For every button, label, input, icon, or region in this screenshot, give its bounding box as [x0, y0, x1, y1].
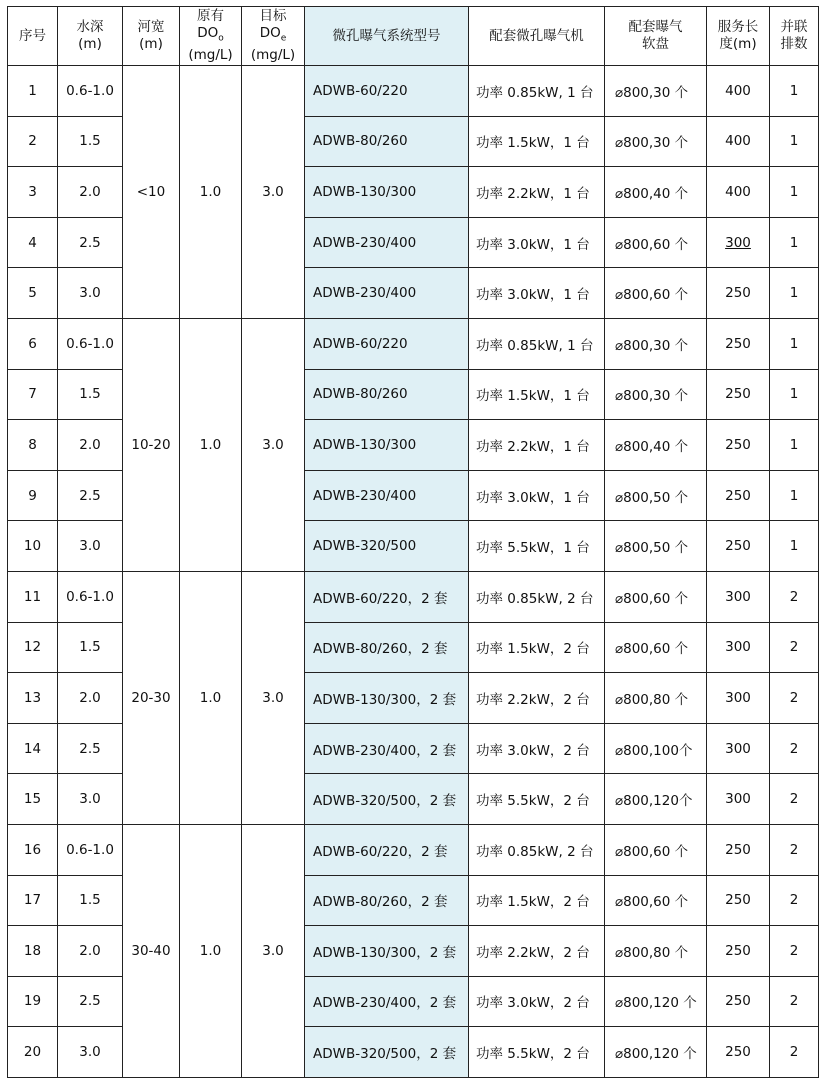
cell-parallel: 1 [770, 470, 819, 521]
cell-index: 13 [8, 673, 58, 724]
cell-depth: 3.0 [58, 268, 123, 319]
cell-index: 5 [8, 268, 58, 319]
cell-disc: ⌀800,120 个 [605, 976, 707, 1027]
cell-parallel: 1 [770, 318, 819, 369]
cell-disc: ⌀800,30 个 [605, 66, 707, 117]
cell-river-width: 30-40 [123, 824, 180, 1077]
cell-blower: 功率 5.5kW，1 台 [469, 521, 605, 572]
cell-depth: 2.5 [58, 217, 123, 268]
cell-length: 250 [707, 976, 770, 1027]
cell-index: 1 [8, 66, 58, 117]
cell-index: 8 [8, 420, 58, 471]
cell-index: 10 [8, 521, 58, 572]
cell-model: ADWB-320/500 [305, 521, 469, 572]
cell-disc: ⌀800,60 个 [605, 875, 707, 926]
cell-depth: 0.6-1.0 [58, 318, 123, 369]
cell-parallel: 1 [770, 268, 819, 319]
cell-parallel: 1 [770, 66, 819, 117]
cell-depth: 2.0 [58, 420, 123, 471]
cell-parallel: 1 [770, 217, 819, 268]
cell-length: 300 [707, 774, 770, 825]
cell-model: ADWB-320/500，2 套 [305, 774, 469, 825]
cell-length: 400 [707, 66, 770, 117]
cell-index: 20 [8, 1027, 58, 1078]
cell-disc: ⌀800,40 个 [605, 420, 707, 471]
cell-model: ADWB-60/220 [305, 318, 469, 369]
cell-disc: ⌀800,60 个 [605, 268, 707, 319]
cell-model: ADWB-230/400，2 套 [305, 976, 469, 1027]
cell-blower: 功率 3.0kW，1 台 [469, 217, 605, 268]
cell-disc: ⌀800,100个 [605, 723, 707, 774]
cell-disc: ⌀800,30 个 [605, 116, 707, 167]
cell-depth: 3.0 [58, 774, 123, 825]
cell-depth: 3.0 [58, 521, 123, 572]
cell-parallel: 2 [770, 673, 819, 724]
cell-model: ADWB-130/300，2 套 [305, 926, 469, 977]
cell-length: 250 [707, 521, 770, 572]
cell-blower: 功率 1.5kW，1 台 [469, 369, 605, 420]
cell-disc: ⌀800,60 个 [605, 571, 707, 622]
header-model: 微孔曝气系统型号 [305, 7, 469, 66]
cell-model: ADWB-60/220，2 套 [305, 571, 469, 622]
cell-blower: 功率 3.0kW，1 台 [469, 268, 605, 319]
header-original-do: 原有 $DO_o$ (mg/L) [180, 7, 242, 66]
cell-disc: ⌀800,60 个 [605, 217, 707, 268]
cell-parallel: 2 [770, 622, 819, 673]
cell-index: 9 [8, 470, 58, 521]
cell-disc: ⌀800,120 个 [605, 1027, 707, 1078]
cell-parallel: 1 [770, 521, 819, 572]
cell-model: ADWB-80/260，2 套 [305, 875, 469, 926]
cell-index: 7 [8, 369, 58, 420]
header-disc: 配套曝气 软盘 [605, 7, 707, 66]
table-row [8, 318, 819, 369]
cell-original-do: 1.0 [180, 571, 242, 824]
table-row [8, 571, 819, 622]
header-depth: 水深 (m) [58, 7, 123, 66]
cell-blower: 功率 3.0kW，2 台 [469, 976, 605, 1027]
cell-model: ADWB-230/400 [305, 470, 469, 521]
cell-parallel: 1 [770, 116, 819, 167]
cell-index: 18 [8, 926, 58, 977]
cell-model: ADWB-130/300 [305, 420, 469, 471]
cell-original-do: 1.0 [180, 824, 242, 1077]
cell-parallel: 2 [770, 824, 819, 875]
cell-length: 250 [707, 268, 770, 319]
cell-river-width: 10-20 [123, 318, 180, 571]
cell-target-do: 3.0 [242, 824, 305, 1077]
cell-target-do: 3.0 [242, 318, 305, 571]
cell-disc: ⌀800,80 个 [605, 926, 707, 977]
cell-disc: ⌀800,50 个 [605, 470, 707, 521]
cell-river-width: <10 [123, 66, 180, 319]
cell-length: 250 [707, 926, 770, 977]
cell-blower: 功率 2.2kW，2 台 [469, 926, 605, 977]
cell-model: ADWB-60/220，2 套 [305, 824, 469, 875]
cell-disc: ⌀800,30 个 [605, 318, 707, 369]
cell-length: 400 [707, 167, 770, 218]
cell-parallel: 2 [770, 723, 819, 774]
cell-disc: ⌀800,40 个 [605, 167, 707, 218]
cell-depth: 2.0 [58, 673, 123, 724]
cell-target-do: 3.0 [242, 571, 305, 824]
cell-parallel: 1 [770, 167, 819, 218]
cell-blower: 功率 2.2kW，1 台 [469, 167, 605, 218]
cell-blower: 功率 5.5kW，2 台 [469, 774, 605, 825]
cell-index: 11 [8, 571, 58, 622]
cell-length: 250 [707, 1027, 770, 1078]
cell-length: 250 [707, 470, 770, 521]
cell-index: 14 [8, 723, 58, 774]
cell-disc: ⌀800,60 个 [605, 824, 707, 875]
cell-blower: 功率 0.85kW, 2 台 [469, 571, 605, 622]
header-index: 序号 [8, 7, 58, 66]
cell-depth: 0.6-1.0 [58, 66, 123, 117]
cell-blower: 功率 0.85kW, 1 台 [469, 66, 605, 117]
cell-disc: ⌀800,80 个 [605, 673, 707, 724]
cell-index: 17 [8, 875, 58, 926]
cell-index: 15 [8, 774, 58, 825]
cell-length: 250 [707, 369, 770, 420]
cell-length: 250 [707, 420, 770, 471]
cell-index: 16 [8, 824, 58, 875]
aeration-spec-table [7, 6, 819, 1078]
cell-parallel: 2 [770, 926, 819, 977]
cell-depth: 0.6-1.0 [58, 571, 123, 622]
cell-model: ADWB-230/400，2 套 [305, 723, 469, 774]
cell-length: 250 [707, 318, 770, 369]
cell-depth: 2.5 [58, 723, 123, 774]
cell-length: 400 [707, 116, 770, 167]
header-blower: 配套微孔曝气机 [469, 7, 605, 66]
cell-blower: 功率 2.2kW，1 台 [469, 420, 605, 471]
cell-model: ADWB-230/400 [305, 268, 469, 319]
cell-parallel: 1 [770, 420, 819, 471]
cell-blower: 功率 0.85kW, 2 台 [469, 824, 605, 875]
cell-depth: 0.6-1.0 [58, 824, 123, 875]
header-target-do: 目标 $DO_e$ (mg/L) [242, 7, 305, 66]
cell-disc: ⌀800,50 个 [605, 521, 707, 572]
cell-depth: 2.0 [58, 167, 123, 218]
table-row [8, 66, 819, 117]
cell-parallel: 2 [770, 875, 819, 926]
header-parallel: 并联 排数 [770, 7, 819, 66]
cell-length: 250 [707, 875, 770, 926]
cell-parallel: 1 [770, 369, 819, 420]
cell-blower: 功率 1.5kW，2 台 [469, 875, 605, 926]
cell-parallel: 2 [770, 774, 819, 825]
cell-disc: ⌀800,120个 [605, 774, 707, 825]
cell-target-do: 3.0 [242, 66, 305, 319]
cell-model: ADWB-60/220 [305, 66, 469, 117]
cell-blower: 功率 3.0kW，2 台 [469, 723, 605, 774]
cell-blower: 功率 5.5kW，2 台 [469, 1027, 605, 1078]
cell-model: ADWB-130/300 [305, 167, 469, 218]
cell-model: ADWB-80/260 [305, 369, 469, 420]
cell-length: 300 [707, 217, 770, 268]
cell-blower: 功率 0.85kW, 1 台 [469, 318, 605, 369]
cell-parallel: 2 [770, 976, 819, 1027]
cell-blower: 功率 2.2kW，2 台 [469, 673, 605, 724]
cell-length: 250 [707, 824, 770, 875]
cell-depth: 3.0 [58, 1027, 123, 1078]
cell-depth: 1.5 [58, 116, 123, 167]
cell-blower: 功率 1.5kW，2 台 [469, 622, 605, 673]
cell-river-width: 20-30 [123, 571, 180, 824]
cell-depth: 1.5 [58, 622, 123, 673]
cell-depth: 2.0 [58, 926, 123, 977]
table-row [8, 824, 819, 875]
cell-model: ADWB-80/260，2 套 [305, 622, 469, 673]
cell-index: 6 [8, 318, 58, 369]
cell-depth: 2.5 [58, 976, 123, 1027]
cell-index: 3 [8, 167, 58, 218]
cell-model: ADWB-230/400 [305, 217, 469, 268]
cell-model: ADWB-80/260 [305, 116, 469, 167]
header-width: 河宽 (m) [123, 7, 180, 66]
table-body [8, 66, 819, 1078]
cell-index: 4 [8, 217, 58, 268]
cell-length: 300 [707, 723, 770, 774]
cell-parallel: 2 [770, 1027, 819, 1078]
cell-length: 300 [707, 571, 770, 622]
cell-original-do: 1.0 [180, 318, 242, 571]
cell-index: 2 [8, 116, 58, 167]
cell-length: 300 [707, 673, 770, 724]
cell-index: 19 [8, 976, 58, 1027]
cell-original-do: 1.0 [180, 66, 242, 319]
cell-disc: ⌀800,60 个 [605, 622, 707, 673]
cell-blower: 功率 1.5kW，1 台 [469, 116, 605, 167]
cell-depth: 1.5 [58, 875, 123, 926]
cell-blower: 功率 3.0kW，1 台 [469, 470, 605, 521]
cell-length: 300 [707, 622, 770, 673]
cell-disc: ⌀800,30 个 [605, 369, 707, 420]
cell-depth: 1.5 [58, 369, 123, 420]
cell-depth: 2.5 [58, 470, 123, 521]
header-row [8, 7, 819, 66]
header-length: 服务长 度(m) [707, 7, 770, 66]
cell-model: ADWB-320/500，2 套 [305, 1027, 469, 1078]
cell-model: ADWB-130/300，2 套 [305, 673, 469, 724]
cell-parallel: 2 [770, 571, 819, 622]
cell-index: 12 [8, 622, 58, 673]
